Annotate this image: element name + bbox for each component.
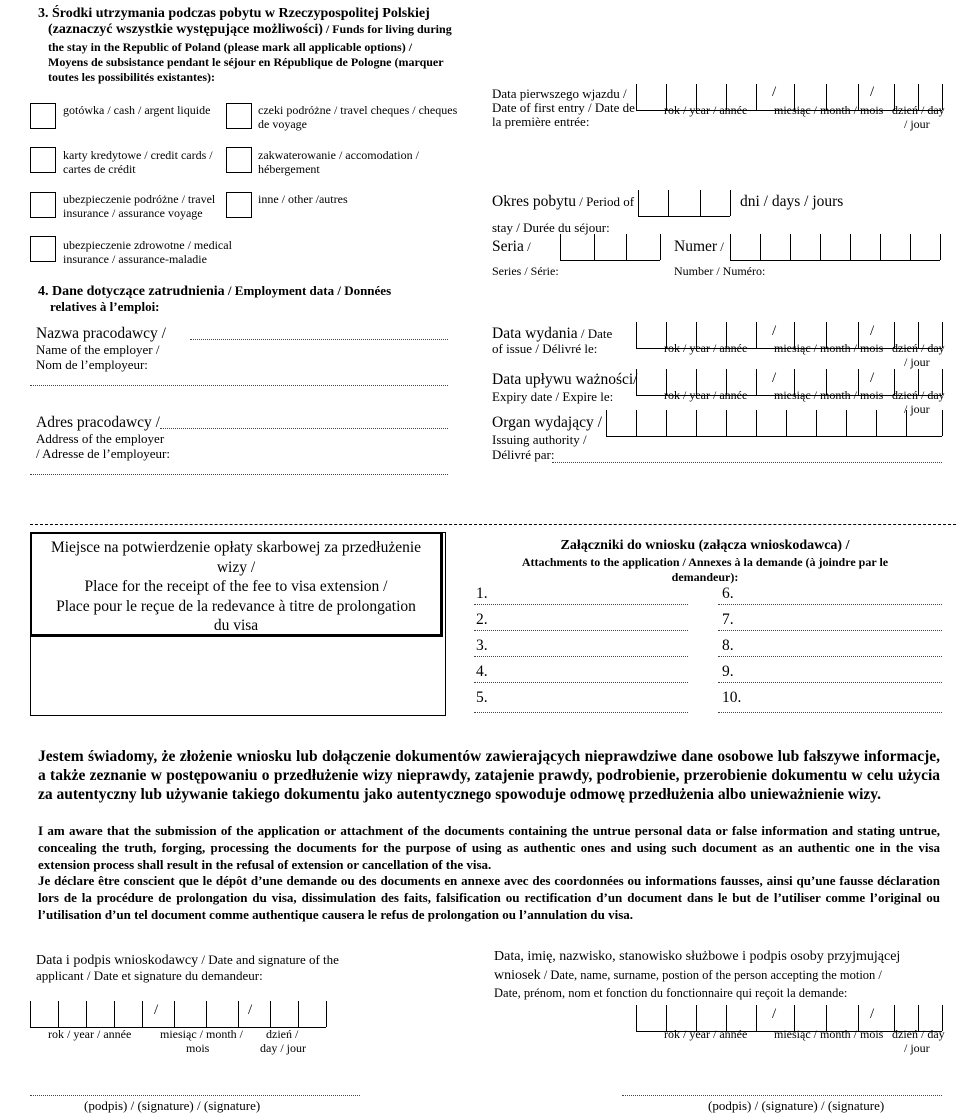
attachment-4-line[interactable] — [474, 682, 688, 683]
applicant-sig-line-1 — [36, 952, 339, 970]
number-cells[interactable] — [730, 234, 940, 261]
address-label-3: / Adresse de l’employeur: — [36, 446, 170, 461]
credit-cards-label-1: karty kredytowe / credit cards / — [63, 148, 213, 162]
issue-label-2: of issue / Délivré le: — [492, 341, 598, 356]
series-label-slash: / — [523, 239, 531, 254]
section-3-line2 — [48, 22, 452, 39]
travel-insurance-label-1: ubezpieczenie podróżne / travel — [63, 192, 216, 206]
issue-year: rok / year / année — [664, 341, 748, 355]
employer-line-2[interactable] — [30, 385, 448, 386]
applicant-sig-line-1a: Data i podpis wnioskodawcy — [36, 953, 199, 968]
issue-label-1a: Data wydania — [492, 325, 578, 342]
fee-box-text — [30, 538, 442, 636]
expiry-label-2: Expiry date / Expire le: — [492, 389, 614, 404]
accommodation-label-1: zakwaterowanie / accomodation / — [258, 148, 419, 162]
expiry-slash-2: / — [870, 370, 875, 386]
attachment-10-label: 10. — [722, 689, 742, 706]
attachments-sub-2: demandeur): — [671, 570, 739, 584]
cash-checkbox[interactable] — [30, 103, 56, 129]
first-entry-slash-2: / — [870, 84, 875, 100]
series-sub: Series / Série: — [492, 264, 559, 278]
employer-label-3: Nom de l’employeur: — [36, 357, 148, 372]
employer-line-1[interactable] — [190, 339, 448, 340]
attachment-6-line[interactable] — [718, 604, 942, 605]
employer-label-1: Nazwa pracodawcy / — [36, 325, 166, 342]
authority-line-2[interactable] — [552, 462, 942, 463]
attachment-10-line[interactable] — [718, 712, 942, 713]
declaration-pl: Jestem świadomy, że złożenie wniosku lub dołączenie dokumentów zawierających nieprawdziwe dane osobowe lub fałszywe informacje, a także zeznanie w postępowaniu o przedłużenie wizy nieprawdy, zatajenie prawdy, podrobienie, przerobienie dokumentu w celu użycia za autentyczny lub używanie takiego dokumentu jako autentycznego spowoduje odmowę przedłużenia albo unieważnienie wizy. — [38, 748, 940, 803]
issue-day-2: / jour — [904, 355, 930, 369]
officer-month: miesiąc / month / mois — [774, 1027, 884, 1041]
expiry-label-1: Data upływu ważności/ — [492, 371, 638, 388]
period-label-2: stay / Durée du séjour: — [492, 220, 610, 235]
officer-day-2: / jour — [904, 1041, 930, 1055]
travel-insurance-checkbox[interactable] — [30, 192, 56, 218]
section-3-line4: Moyens de subsistance pendant le séjour en République de Pologne (marquer — [48, 55, 444, 69]
fee-box-line-4: Place pour le reçue de la redevance à titre de prolongation — [56, 597, 416, 615]
applicant-sig-line-2: applicant / Date et signature du demandeur: — [36, 968, 263, 983]
authority-label-2: Issuing authority / — [492, 432, 587, 447]
authority-cells[interactable] — [606, 410, 942, 437]
officer-signature-line[interactable] — [622, 1095, 942, 1096]
section-3-title: 3. Środki utrzymania podczas pobytu w Rzeczypospolitej Polskiej — [38, 6, 430, 21]
employer-label-2: Name of the employer / — [36, 342, 160, 357]
officer-sig-line-3: Date, prénom, nom et fonction du fonctionnaire qui reçoit la demande: — [494, 986, 848, 1000]
officer-sig-line-1: Data, imię, nazwisko, stanowisko służbowe i podpis osoby przyjmującej — [494, 949, 901, 964]
period-label-1a: Okres pobytu — [492, 193, 576, 210]
first-entry-day-2: / jour — [904, 117, 930, 131]
attachment-4-label: 4. — [476, 663, 488, 680]
applicant-year: rok / year / année — [48, 1027, 132, 1041]
expiry-day-2: / jour — [904, 402, 930, 416]
address-line-1[interactable] — [160, 428, 448, 429]
officer-sig-line-2b: / Date, name, surname, postion of the person accepting the motion / — [540, 968, 882, 982]
authority-label-1: Organ wydający / — [492, 414, 602, 431]
health-insurance-label-2: insurance / assurance-maladie — [63, 252, 207, 266]
applicant-month-2: mois — [186, 1041, 210, 1055]
accommodation-checkbox[interactable] — [226, 147, 252, 173]
fee-box-line-3: Place for the receipt of the fee to visa extension / — [84, 578, 388, 595]
section-4-title — [38, 283, 391, 301]
officer-year: rok / year / année — [664, 1027, 748, 1041]
first-entry-day-1: dzień / day — [892, 103, 945, 117]
authority-label-3: Délivré par: — [492, 447, 555, 462]
number-label — [674, 238, 724, 256]
first-entry-slash-1: / — [772, 84, 777, 100]
series-label-text: Seria — [492, 238, 524, 255]
attachments-title: Załączniki do wniosku (załącza wnioskodawca) / — [560, 538, 850, 553]
period-days-label: dni / days / jours — [740, 193, 844, 210]
address-label-2: Address of the employer — [36, 431, 165, 446]
applicant-slash-1: / — [154, 1002, 159, 1018]
applicant-sig-line-1b: / Date and signature of the — [198, 952, 339, 967]
issue-month: miesiąc / month / mois — [774, 341, 884, 355]
expiry-month: miesiąc / month / mois — [774, 388, 884, 402]
accommodation-label-2: hébergement — [258, 162, 320, 176]
other-label: inne / other /autres — [258, 192, 348, 206]
declaration-fr: Je déclare être conscient que le dépôt d’une demande ou des documents en annexe avec des coordonnées ou informations fausses, ainsi qu’une fausse déclaration lors de la procédure de prolongation du visa, dissimulation des faits, falsification ou rectification d’un document dans le but de l’utiliser comme l’original ou l’utilisation d’un tel document comme authentique causera le refus de prolongation ou l’annulation du visa. — [38, 873, 940, 922]
number-label-text: Numer — [674, 238, 718, 255]
section-4-title-bold: 4. Dane dotyczące zatrudnienia — [38, 284, 225, 299]
credit-cards-label-2: cartes de crédit — [63, 162, 136, 176]
first-entry-month: miesiąc / month / mois — [774, 103, 884, 117]
officer-slash-2: / — [870, 1006, 875, 1022]
applicant-slash-2: / — [248, 1002, 253, 1018]
cash-label: gotówka / cash / argent liquide — [63, 103, 211, 117]
period-label-1b: / Period of — [575, 194, 635, 209]
applicant-day-2: day / jour — [260, 1041, 306, 1055]
applicant-day-1: dzień / — [266, 1027, 299, 1041]
fee-box-line-2: wizy / — [216, 558, 256, 576]
travel-cheques-checkbox[interactable] — [226, 103, 252, 129]
first-entry-label-2: Date of first entry / Date de — [492, 100, 635, 115]
officer-slash-1: / — [772, 1006, 777, 1022]
section-3-line2-rest: / Funds for living during — [322, 22, 452, 36]
travel-insurance-label-2: insurance / assurance voyage — [63, 206, 203, 220]
section-4-line2: relatives à l’emploi: — [50, 299, 160, 314]
expiry-year: rok / year / année — [664, 388, 748, 402]
applicant-date-cells[interactable] — [30, 1001, 326, 1028]
officer-signature-label: (podpis) / (signature) / (signature) — [708, 1098, 885, 1113]
other-checkbox[interactable] — [226, 192, 252, 218]
travel-cheques-label-1: czeki podróżne / travel cheques / cheques — [258, 103, 458, 117]
address-label-1: Adres pracodawcy / — [36, 414, 160, 431]
attachment-1-label: 1. — [476, 585, 488, 602]
address-line-2[interactable] — [30, 474, 448, 475]
section-3-line3: the stay in the Republic of Poland (please mark all applicable options) / — [48, 40, 413, 54]
health-insurance-checkbox[interactable] — [30, 236, 56, 262]
expiry-slash-1: / — [772, 370, 777, 386]
fee-box-line-5: du visa — [213, 617, 259, 634]
attachment-9-label: 9. — [722, 663, 734, 680]
officer-sig-line-2 — [494, 968, 882, 985]
series-cells[interactable] — [560, 234, 660, 261]
attachment-6-label: 6. — [722, 585, 734, 602]
health-insurance-label-1: ubezpieczenie zdrowotne / medical — [63, 238, 232, 252]
fee-box-line-1: Miejsce na potwierdzenie opłaty skarbowej za przedłużenie — [50, 539, 422, 556]
section-4-title-rest: / Employment data / Données — [224, 283, 392, 298]
attachment-7-label: 7. — [722, 611, 734, 628]
attachment-5-line[interactable] — [474, 712, 688, 713]
attachment-2-line[interactable] — [474, 630, 688, 631]
applicant-signature-line[interactable] — [30, 1095, 360, 1096]
number-label-slash: / — [717, 239, 724, 254]
attachment-1-line[interactable] — [474, 604, 688, 605]
attachments-sub-1: Attachments to the application / Annexes à la demande (à joindre par le — [521, 555, 889, 569]
attachment-2-label: 2. — [476, 611, 488, 628]
applicant-month-1: miesiąc / month / — [160, 1027, 243, 1041]
attachment-5-label: 5. — [476, 689, 488, 706]
attachment-3-line[interactable] — [474, 656, 688, 657]
attachment-8-label: 8. — [722, 637, 734, 654]
credit-cards-checkbox[interactable] — [30, 147, 56, 173]
officer-sig-line-2a: wniosek — [494, 968, 541, 983]
issue-slash-2: / — [870, 323, 875, 339]
applicant-signature-label: (podpis) / (signature) / (signature) — [84, 1098, 261, 1113]
attachment-9-line[interactable] — [718, 682, 942, 683]
issue-day-1: dzień / day — [892, 341, 945, 355]
issue-slash-1: / — [772, 323, 777, 339]
number-sub: Number / Numéro: — [674, 264, 766, 278]
declaration-en: I am aware that the submission of the application or attachment of the documents containing the untrue personal data or false information and stating untrue, concealing the truth, forging, processing the documents for the purpose of using as authentic ones and using such document as an authentic one in the visa extension process shall result in the refusal of extension or cancellation of the visa. — [38, 823, 940, 872]
section-3-line2-bold: (zaznaczyć wszystkie występujące możliwości) — [48, 22, 323, 37]
period-label-1 — [492, 193, 634, 211]
first-entry-label-3: la première entrée: — [492, 114, 590, 129]
expiry-day-1: dzień / day — [892, 388, 945, 402]
separator-dashed — [30, 524, 956, 525]
officer-day-1: dzień / day — [892, 1027, 945, 1041]
attachment-8-line[interactable] — [718, 656, 942, 657]
first-entry-year: rok / year / année — [664, 103, 748, 117]
series-label — [492, 238, 531, 256]
attachment-7-line[interactable] — [718, 630, 942, 631]
section-3-line5: toutes les possibilités existantes): — [48, 70, 215, 84]
period-cells[interactable] — [638, 190, 730, 217]
attachment-3-label: 3. — [476, 637, 488, 654]
issue-label-1b: / Date — [577, 326, 613, 341]
first-entry-label-1: Data pierwszego wjazdu / — [492, 86, 627, 101]
travel-cheques-label-2: de voyage — [258, 117, 307, 131]
